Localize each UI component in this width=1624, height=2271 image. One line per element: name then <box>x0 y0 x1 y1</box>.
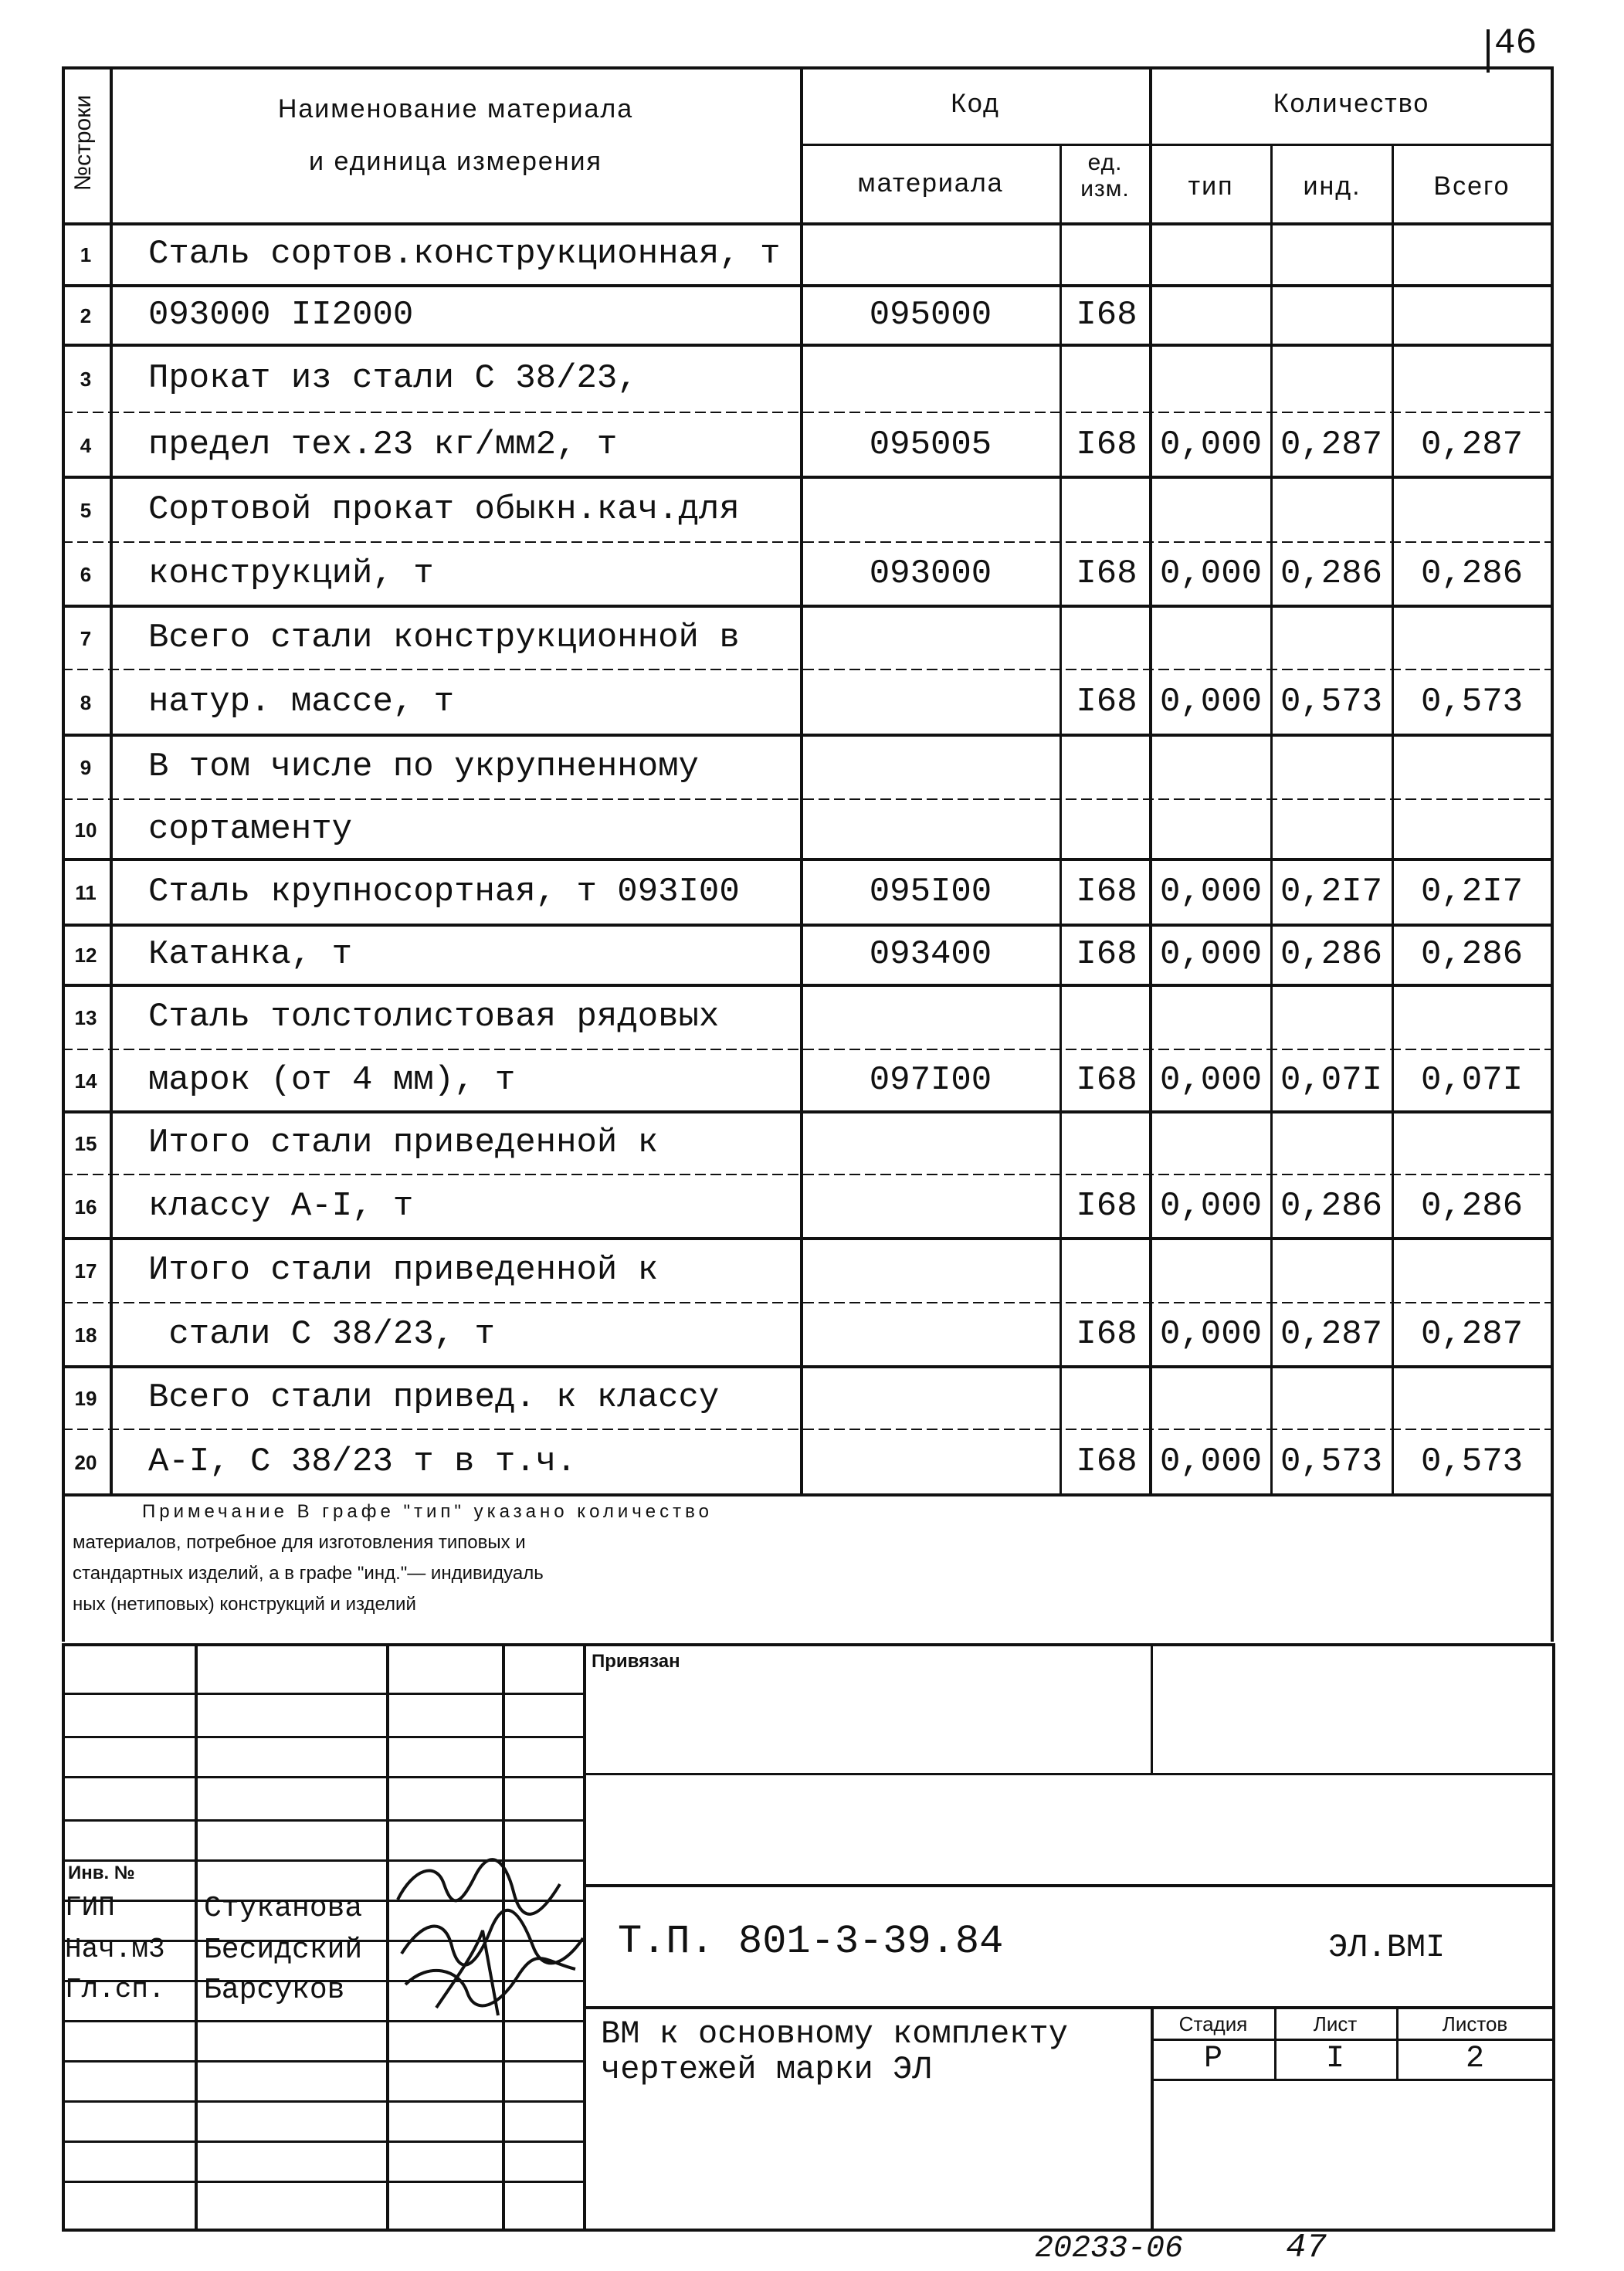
note-right-border <box>1551 1495 1554 1642</box>
row-number: 11 <box>75 880 97 904</box>
material-name: Всего стали конструкционной в <box>148 618 740 657</box>
material-name: Сталь толстолистовая рядовых <box>148 998 720 1036</box>
qty-total: 0,07I <box>1420 1061 1524 1100</box>
qty-ind: 0,287 <box>1280 1315 1383 1354</box>
row-number: 15 <box>74 1132 97 1155</box>
qty-ind: 0,573 <box>1280 683 1383 721</box>
stamp-grid-h12 <box>62 2141 585 2143</box>
code-qty-divider <box>1149 66 1152 1495</box>
role-nach: Нач.м3 <box>65 1934 165 1965</box>
unit-code: I68 <box>1076 935 1137 974</box>
code-unit-header: ед. изм. <box>1080 150 1130 202</box>
stamp-grid-h11 <box>62 2100 585 2103</box>
row-number: 5 <box>80 498 92 522</box>
row-number: 19 <box>74 1387 97 1410</box>
doc-mark: ЭЛ.ВМI <box>1328 1929 1446 1966</box>
material-name: Катанка, т <box>148 935 353 974</box>
doc-title-line2: чертежей марки ЭЛ <box>601 2051 932 2088</box>
name-column-header-line2: и единица измерения <box>309 147 602 176</box>
row-number: 2 <box>80 303 92 327</box>
name-glsp: Барсуков <box>204 1974 345 2007</box>
qty-total: 0,573 <box>1420 683 1524 721</box>
stamp-grid-h10 <box>62 2060 585 2063</box>
qty-type: 0,000 <box>1159 425 1263 464</box>
row-number: 3 <box>80 368 92 391</box>
material-code: 095000 <box>869 295 992 334</box>
row-separator <box>62 412 1552 413</box>
qty-total: 0,287 <box>1420 425 1524 464</box>
qty-total: 0,287 <box>1420 1315 1524 1354</box>
material-name: 093000 II2000 <box>148 295 414 334</box>
qty-type: 0,000 <box>1159 935 1263 974</box>
material-name: сортаменту <box>148 809 353 849</box>
table-right-border <box>1551 66 1554 1495</box>
row-separator <box>62 1237 1552 1240</box>
doc-code-bottom <box>583 2006 1553 2009</box>
sheet-sheets-divider <box>1396 2006 1399 2080</box>
material-name: В том числе по укрупненному <box>148 747 699 786</box>
role-gip: ГИП <box>65 1892 115 1924</box>
role-glsp: Гл.сп. <box>65 1974 165 2005</box>
material-name: Итого стали приведенной к <box>148 1251 659 1290</box>
rows-column-header: №строки <box>70 94 96 192</box>
archive-number: 20233-06 <box>1035 2232 1184 2266</box>
material-name: Прокат из стали С 38/23, <box>148 359 638 398</box>
material-name: Итого стали приведенной к <box>148 1124 659 1162</box>
stamp-grid-h4 <box>62 1819 585 1822</box>
row-separator <box>62 734 1552 737</box>
sheets-label: Листов <box>1442 2012 1508 2035</box>
doc-title-line1: ВМ к основному комплекту <box>601 2015 1068 2052</box>
code-material-header: материала <box>857 168 1004 198</box>
stamp-grid-h13 <box>62 2181 585 2183</box>
privyazan-bottom <box>583 1773 1553 1775</box>
material-name: стали С 38/23, т <box>148 1315 495 1354</box>
qty-group-header: Количество <box>1273 89 1430 118</box>
note-line-4: ных (нетиповых) конструкций и изделий <box>73 1594 416 1615</box>
unit-code: I68 <box>1076 1061 1137 1100</box>
material-code: 095I00 <box>869 872 992 911</box>
row-separator <box>62 344 1552 347</box>
stamp-grid-h3 <box>62 1776 585 1778</box>
qty-ind: 0,286 <box>1280 1187 1383 1225</box>
unit-code: I68 <box>1076 295 1137 334</box>
signatures-image <box>390 1853 598 2031</box>
row-number: 18 <box>74 1324 97 1347</box>
material-code: 097I00 <box>869 1061 992 1100</box>
note-left-border <box>62 1495 65 1642</box>
row-number: 10 <box>74 818 97 842</box>
qty-total: 0,286 <box>1420 554 1524 593</box>
inv-no-label: Инв. № <box>68 1863 135 1883</box>
qty-ind: 0,286 <box>1280 935 1383 974</box>
material-code: 095005 <box>869 425 992 464</box>
stage-label-bottom <box>1151 2039 1552 2041</box>
row-separator <box>62 1302 1552 1303</box>
privyazan-label: Привязан <box>592 1651 680 1672</box>
material-name: А-I, С 38/23 т в т.ч. <box>148 1442 577 1481</box>
name-nach: Бесидский <box>204 1934 363 1967</box>
stamp-grid-h1 <box>62 1693 585 1695</box>
row-number: 1 <box>80 243 92 266</box>
row-separator <box>62 1110 1552 1113</box>
stage-sheet-divider <box>1274 2006 1276 2080</box>
note-line-3: стандартных изделий, а в графе "инд."— индивидуаль <box>73 1563 544 1584</box>
qty-total: 0,286 <box>1420 1187 1524 1225</box>
row-number: 17 <box>74 1259 97 1283</box>
row-separator <box>62 476 1552 479</box>
qty-ind: 0,2I7 <box>1280 872 1383 911</box>
unit-code: I68 <box>1076 872 1137 911</box>
unit-code: I68 <box>1076 1315 1137 1354</box>
qty-ind: 0,287 <box>1280 425 1383 464</box>
unit-code: I68 <box>1076 554 1137 593</box>
name-column-header-line1: Наименование материала <box>277 94 634 124</box>
row-separator <box>62 541 1552 543</box>
qty-ind: 0,286 <box>1280 554 1383 593</box>
row-number: 13 <box>74 1006 97 1029</box>
sheet-number: 46 <box>1494 23 1538 63</box>
material-name: Всего стали привед. к классу <box>148 1378 720 1417</box>
row-number: 4 <box>80 433 92 457</box>
stage-value: Р <box>1203 2042 1222 2076</box>
unit-code: I68 <box>1076 683 1137 721</box>
privyazan-divider <box>1151 1643 1153 1774</box>
material-name: марок (от 4 мм), т <box>148 1061 516 1100</box>
stage-value-bottom <box>1151 2079 1552 2081</box>
row-number: 9 <box>80 756 92 779</box>
row-separator <box>62 1365 1552 1368</box>
name-code-divider <box>800 66 803 1495</box>
qty-type: 0,000 <box>1159 1442 1263 1481</box>
code-group-header: Код <box>951 89 1000 118</box>
qty-ind-header: инд. <box>1303 171 1361 201</box>
material-name: Сталь сортов.конструкционная, т <box>148 235 781 273</box>
sheets-value: 2 <box>1465 2042 1484 2076</box>
qty-type: 0,000 <box>1159 872 1263 911</box>
row-separator <box>62 924 1552 927</box>
material-code: 093000 <box>869 554 992 593</box>
row-separator <box>62 1429 1552 1430</box>
qty-type: 0,000 <box>1159 1315 1263 1354</box>
material-name: Сортовой прокат обыкн.кач.для <box>148 490 740 529</box>
row-number: 16 <box>74 1195 97 1219</box>
qty-total: 0,573 <box>1420 1442 1524 1481</box>
material-name: Сталь крупносортная, т 093I00 <box>148 872 740 911</box>
header-bottom-border <box>62 222 1552 225</box>
qty-total: 0,286 <box>1420 935 1524 974</box>
rownum-divider <box>110 66 113 1495</box>
row-separator <box>62 1049 1552 1050</box>
note-line-2: материалов, потребное для изготовления типовых и <box>73 1532 526 1553</box>
note-text <box>73 1496 976 1620</box>
row-number: 12 <box>74 944 97 967</box>
sheet-value: I <box>1325 2042 1344 2076</box>
header-subdivider <box>803 144 1552 146</box>
row-number: 7 <box>80 626 92 650</box>
qty-total-header: Всего <box>1433 171 1510 201</box>
qty-type: 0,000 <box>1159 1061 1263 1100</box>
qty-type: 0,000 <box>1159 1187 1263 1225</box>
material-name: классу А-I, т <box>148 1187 414 1225</box>
stage-label: Стадия <box>1178 2012 1248 2035</box>
qty-type: 0,000 <box>1159 554 1263 593</box>
doc-code-top <box>583 1884 1553 1887</box>
qty-ind: 0,07I <box>1280 1061 1383 1100</box>
row-number: 20 <box>74 1451 97 1474</box>
row-separator <box>62 858 1552 861</box>
unit-code: I68 <box>1076 1442 1137 1481</box>
qty-ind: 0,573 <box>1280 1442 1383 1481</box>
material-code: 093400 <box>869 935 992 974</box>
name-gip: Стуканова <box>204 1892 363 1925</box>
row-number: 6 <box>80 563 92 586</box>
row-separator <box>62 605 1552 608</box>
row-number: 8 <box>80 691 92 714</box>
stamp-right-border <box>1552 1643 1555 2230</box>
qty-total: 0,2I7 <box>1420 872 1524 911</box>
table-top-border <box>62 66 1552 69</box>
unit-code: I68 <box>1076 1187 1137 1225</box>
note-bottom-border <box>62 1643 1552 1646</box>
footer-page-number: 47 <box>1286 2229 1327 2267</box>
row-separator <box>62 798 1552 800</box>
stamp-grid-h2 <box>62 1736 585 1738</box>
unit-code: I68 <box>1076 425 1137 464</box>
material-name: натур. массе, т <box>148 683 455 721</box>
row-separator <box>62 284 1552 287</box>
row-separator <box>62 984 1552 987</box>
qty-type-header: тип <box>1188 171 1234 201</box>
material-name: конструкций, т <box>148 554 434 593</box>
doc-code: Т.П. 801-3-39.84 <box>618 1919 1004 1964</box>
sheet-label: Лист <box>1313 2012 1358 2035</box>
row-separator <box>62 669 1552 670</box>
row-separator <box>62 1174 1552 1175</box>
stamp-bottom-border <box>62 2229 1555 2232</box>
qty-type: 0,000 <box>1159 683 1263 721</box>
row-number: 14 <box>74 1069 97 1093</box>
material-name: предел тех.23 кг/мм2, т <box>148 425 618 464</box>
note-line-1: Примечание В графе "тип" указано количество <box>142 1501 713 1522</box>
